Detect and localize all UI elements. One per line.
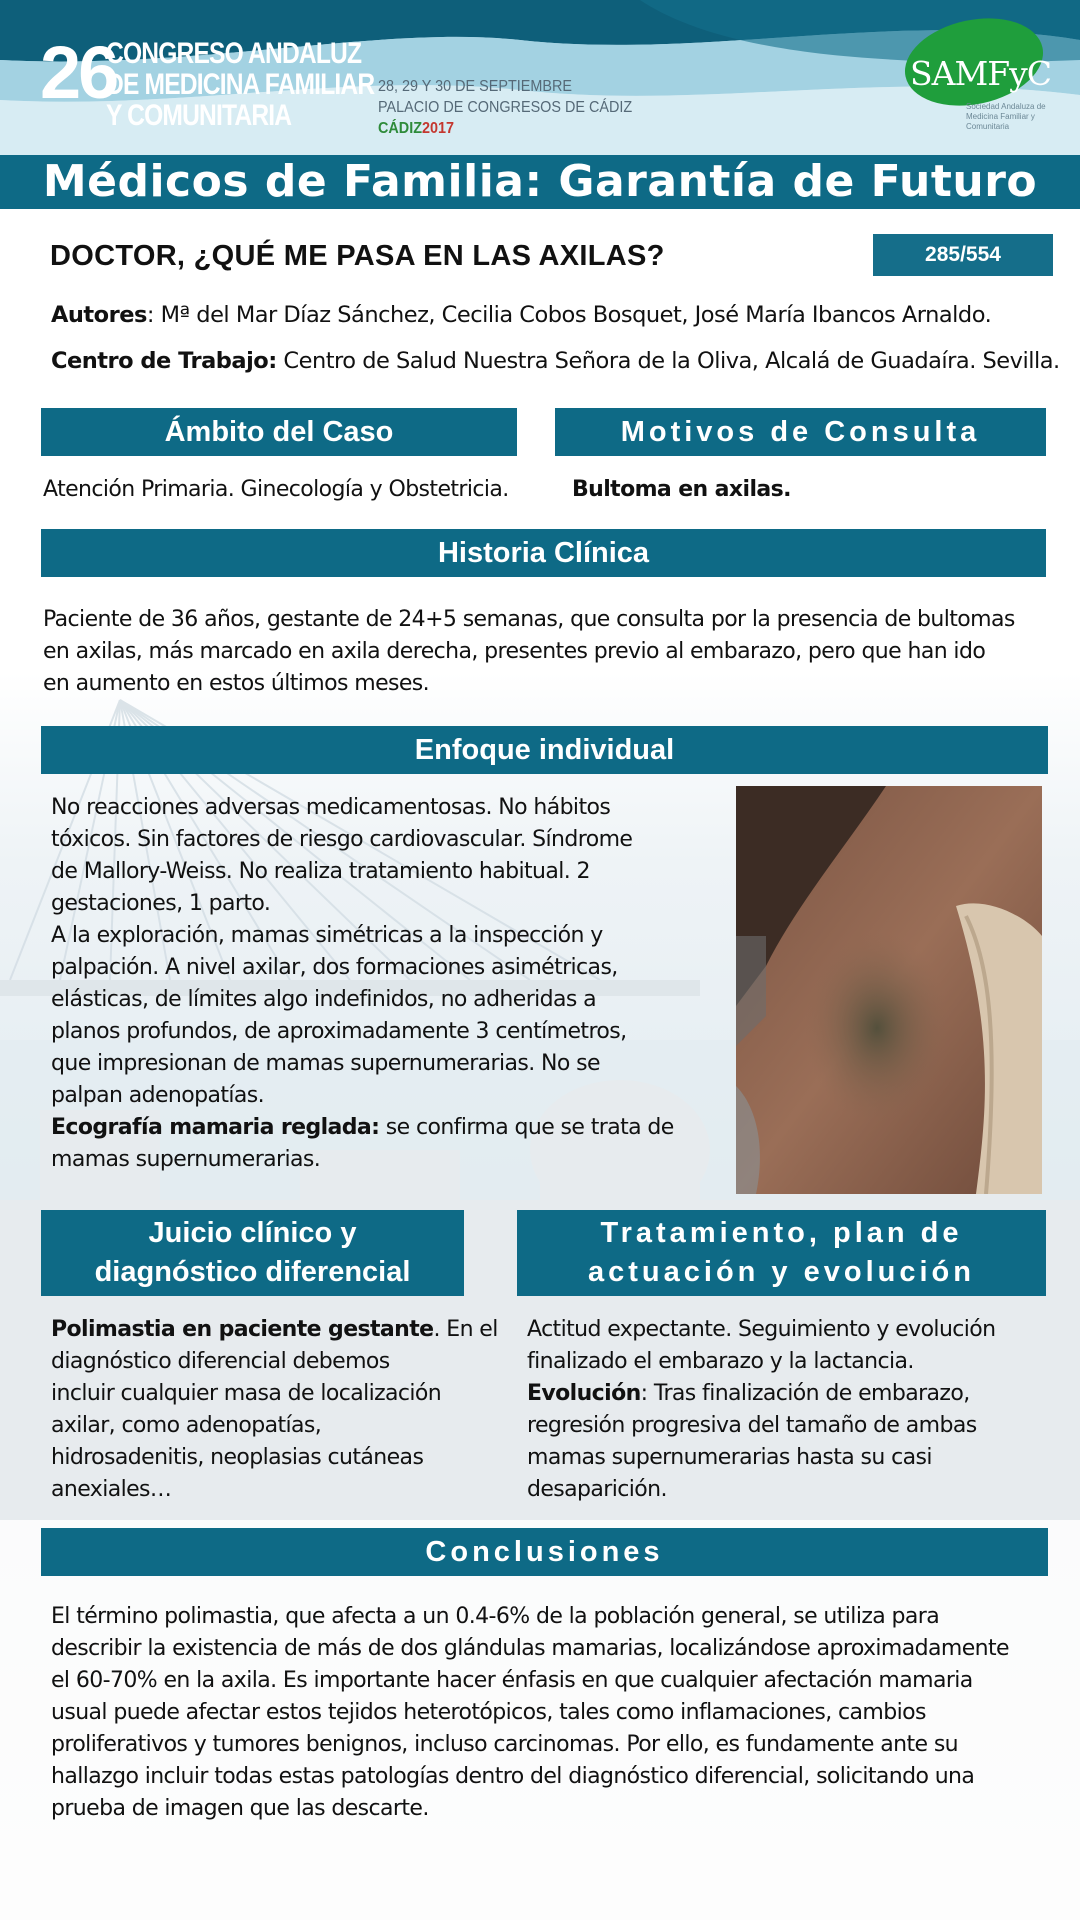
authors-line — [51, 302, 991, 328]
congress-name — [106, 38, 374, 131]
section-heading-juicio — [41, 1210, 464, 1296]
axilla-clinical-photo — [736, 786, 1042, 1194]
historia-text — [43, 604, 1015, 700]
tratamiento-heading-line: actuación y evolución — [588, 1256, 975, 1288]
juicio-first-line-rest: . En el — [433, 1317, 498, 1342]
enfoque-text-line: tóxicos. Sin factores de riesgo cardiovascular. Síndrome — [51, 827, 633, 852]
enfoque-text-line: mamas supernumerarias. — [51, 1147, 321, 1172]
conclusiones-text-line: prueba de imagen que las descarte. — [51, 1796, 429, 1821]
congress-name-line: Y COMUNITARIA — [106, 99, 292, 132]
tratamiento-text — [527, 1314, 996, 1506]
section-heading-ambito: Ámbito del Caso — [41, 408, 517, 456]
congress-venue-line: PALACIO DE CONGRESOS DE CÁDIZ — [378, 99, 633, 116]
enfoque-text-line: A la exploración, mamas simétricas a la inspección y — [51, 923, 603, 948]
case-title: DOCTOR, ¿QUÉ ME PASA EN LAS AXILAS? — [50, 240, 665, 272]
workplace-label: Centro de Trabajo: — [51, 348, 277, 374]
workplace-line — [51, 348, 1060, 374]
congress-year: 2017 — [422, 120, 455, 137]
juicio-text-line: incluir cualquier masa de localización — [51, 1381, 442, 1406]
juicio-text-line: anexiales… — [51, 1477, 172, 1502]
section-heading-tratamiento — [517, 1210, 1046, 1296]
eco-label: Ecografía mamaria reglada: — [51, 1115, 380, 1140]
section-heading-historia: Historia Clínica — [41, 529, 1046, 577]
juicio-text — [51, 1314, 498, 1506]
conclusiones-text-line: el 60-70% en la axila. Es importante hacer énfasis en que cualquier afectación mamaria — [51, 1668, 973, 1693]
enfoque-text-line: No reacciones adversas medicamentosas. No hábitos — [51, 795, 611, 820]
evolucion-label: Evolución — [527, 1381, 641, 1406]
motivos-text-bold: Bultoma en axilas. — [572, 477, 791, 502]
congress-city: CÁDIZ — [378, 120, 423, 137]
tratamiento-heading-line: Tratamiento, plan de — [600, 1217, 963, 1249]
authors-names: : Mª del Mar Díaz Sánchez, Cecilia Cobos Bosquet, José María Ibancos Arnaldo. — [146, 302, 992, 328]
evolucion-text: : Tras finalización de embarazo, — [640, 1381, 970, 1406]
authors-label: Autores — [51, 302, 147, 328]
enfoque-text-line: palpan adenopatías. — [51, 1083, 265, 1108]
enfoque-text-line: planos profundos, de aproximadamente 3 centímetros, — [51, 1019, 627, 1044]
enfoque-text-line: palpación. A nivel axilar, dos formaciones asimétricas, — [51, 955, 618, 980]
eco-text: se confirma que se trata de — [379, 1115, 674, 1140]
enfoque-text-line: que impresionan de mamas supernumerarias. No se — [51, 1051, 600, 1076]
enfoque-text-line: elásticas, de límites algo indefinidos, no adheridas a — [51, 987, 597, 1012]
historia-text-line: Paciente de 36 años, gestante de 24+5 semanas, que consulta por la presencia de bultomas — [43, 607, 1015, 632]
congress-city-year — [378, 118, 632, 139]
congress-header — [0, 0, 1080, 155]
conclusiones-text-line: usual puede afectar estos tejidos heterotópicos, tales como inflamaciones, cambios — [51, 1700, 926, 1725]
conclusiones-text-line: describir la existencia de más de dos glándulas mamarias, localizándose aproximadamente — [51, 1636, 1009, 1661]
congress-name-line: CONGRESO ANDALUZ — [106, 37, 362, 70]
juicio-text-line: diagnóstico diferencial debemos — [51, 1349, 390, 1374]
enfoque-eco-line — [51, 1112, 674, 1144]
juicio-heading-line: diagnóstico diferencial — [94, 1256, 411, 1288]
workplace-name: Centro de Salud Nuestra Señora de la Oliva, Alcalá de Guadaíra. Sevilla. — [276, 348, 1060, 374]
congress-dates — [378, 76, 632, 139]
juicio-heading-line: Juicio clínico y — [148, 1217, 357, 1249]
motivos-text — [572, 474, 791, 506]
enfoque-text-line: gestaciones, 1 parto. — [51, 891, 271, 916]
historia-text-line: en axilas, más marcado en axila derecha, presentes previo al embarazo, pero que han ido — [43, 639, 986, 664]
enfoque-text — [51, 792, 674, 1176]
section-heading-motivos: Motivos de Consulta — [555, 408, 1046, 456]
juicio-text-line: hidrosadenitis, neoplasias cutáneas — [51, 1445, 424, 1470]
conclusiones-text-line: El término polimastia, que afecta a un 0.4-6% de la población general, se utiliza para — [51, 1604, 940, 1629]
ambito-text: Atención Primaria. Ginecología y Obstetricia. — [43, 477, 509, 502]
section-heading-enfoque: Enfoque individual — [41, 726, 1048, 774]
samfyc-logo-subtitle: Sociedad Andaluza de Medicina Familiar y Comunitaria — [966, 102, 1046, 131]
evolucion-line — [527, 1378, 996, 1410]
conclusiones-text-line: proliferativos y tumores benignos, incluso carcinomas. Por ello, es fundamente ante su — [51, 1732, 959, 1757]
tratamiento-text-line: mamas supernumerarias hasta su casi — [527, 1445, 932, 1470]
samfyc-logo-text: SAMFyC — [910, 54, 1052, 93]
juicio-first-line — [51, 1314, 498, 1346]
tratamiento-text-line: Actitud expectante. Seguimiento y evolución — [527, 1317, 996, 1342]
congress-name-line: DE MEDICINA FAMILIAR — [106, 68, 375, 101]
tratamiento-text-line: finalizado el embarazo y la lactancia. — [527, 1349, 914, 1374]
conclusiones-text-line: hallazgo incluir todas estas patologías dentro del diagnóstico diferencial, solicitando una — [51, 1764, 975, 1789]
section-heading-conclusiones: Conclusiones — [41, 1528, 1048, 1576]
historia-text-line: en aumento en estos últimos meses. — [43, 671, 430, 696]
juicio-bold-diagnosis: Polimastia en paciente gestante — [51, 1317, 434, 1342]
poster-slogan-banner: Médicos de Familia: Garantía de Futuro — [0, 155, 1080, 209]
tratamiento-text-line: desaparición. — [527, 1477, 667, 1502]
conclusiones-text — [51, 1601, 1009, 1825]
juicio-text-line: axilar, como adenopatías, — [51, 1413, 322, 1438]
case-reference-badge: 285/554 — [873, 234, 1053, 276]
enfoque-text-line: de Mallory-Weiss. No realiza tratamiento habitual. 2 — [51, 859, 590, 884]
congress-edition-number: 26 — [40, 31, 117, 114]
tratamiento-text-line: regresión progresiva del tamaño de ambas — [527, 1413, 977, 1438]
congress-date-line: 28, 29 Y 30 DE SEPTIEMBRE — [378, 78, 572, 95]
